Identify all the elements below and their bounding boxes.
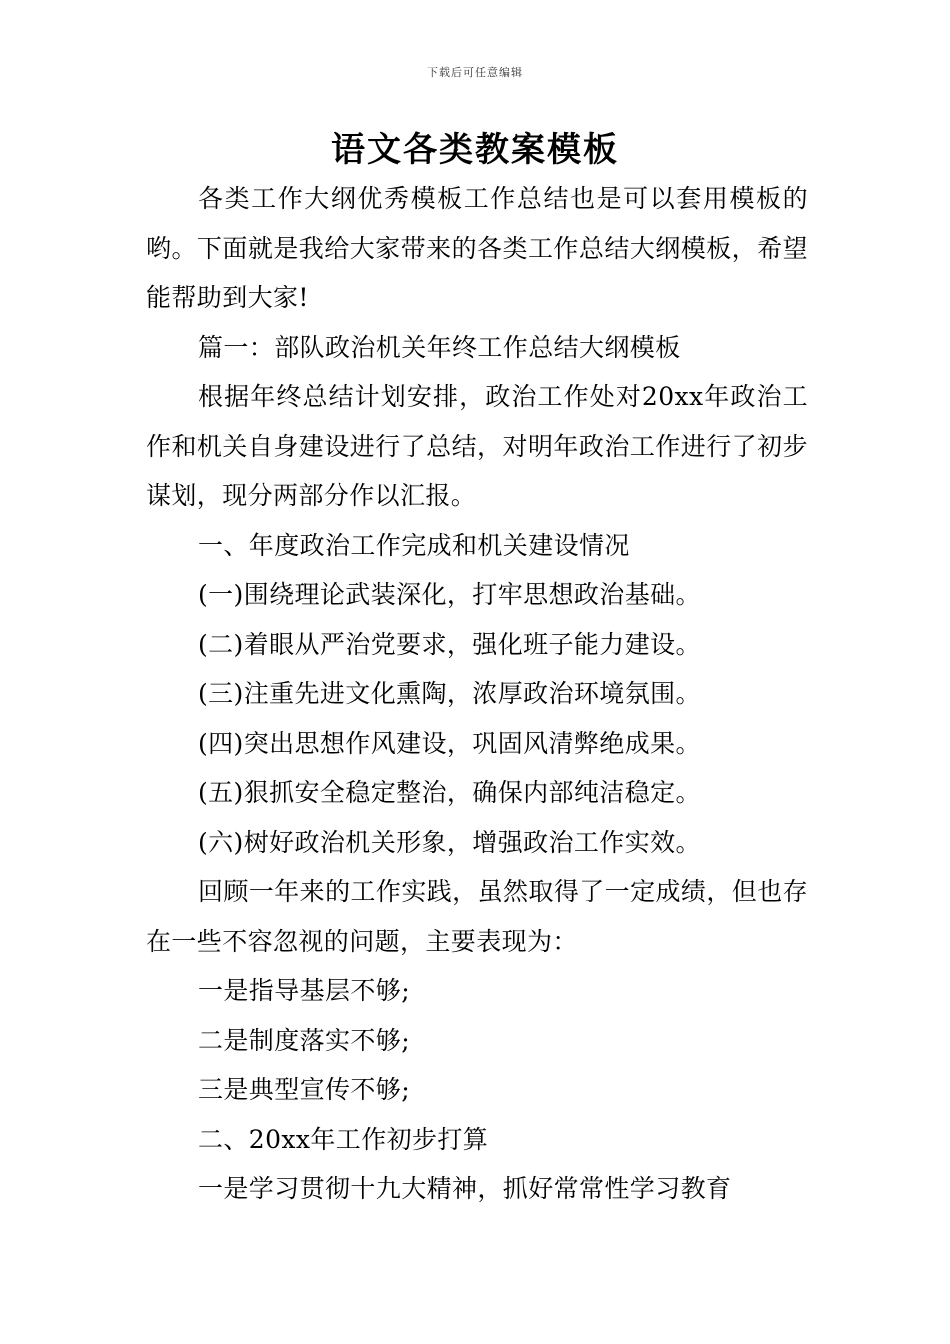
header-note: 下载后可任意编辑 [427, 66, 523, 79]
problem-item-2: 二是制度落实不够; [198, 1025, 411, 1055]
problem-item-1: 一是指导基层不够; [198, 976, 411, 1005]
list-item-1: (一)围绕理论武装深化，打牢思想政治基础。 [198, 580, 701, 609]
paragraph-section-heading: 篇一：部队政治机关年终工作总结大纲模板 [198, 332, 681, 362]
problem-item-3: 三是典型宣传不够; [198, 1075, 411, 1104]
list-item-6: (六)树好政治机关形象，增强政治工作实效。 [198, 827, 701, 857]
page-title: 语文各类教案模板 [331, 130, 619, 170]
paragraph-intro: 各类工作大纲优秀模板工作总结也是可以套用模板的哟。下面就是我给大家带来的各类工作总结大纲模板，希望能帮助到大家! [146, 184, 808, 312]
paragraph-heading-one: 一、年度政治工作完成和机关建设情况 [198, 530, 630, 560]
paragraph-review: 回顾一年来的工作实践，虽然取得了一定成绩，但也存在一些不容忽视的问题，主要表现为： [146, 877, 808, 956]
list-item-3: (三)注重先进文化熏陶，浓厚政治环境氛围。 [198, 679, 701, 708]
list-item-2: (二)着眼从严治党要求，强化班子能力建设。 [198, 629, 701, 659]
plan-item-1: 一是学习贯彻十九大精神，抓好常常性学习教育 [198, 1174, 732, 1203]
document-body [146, 174, 808, 1214]
paragraph-summary-plan: 根据年终总结计划安排，政治工作处对20xx年政治工作和机关自身建设进行了总结，对明年政治工作进行了初步谋划，现分两部分作以汇报。 [146, 382, 808, 510]
list-item-5: (五)狠抓安全稳定整治，确保内部纯洁稳定。 [198, 778, 701, 807]
paragraph-heading-two: 二、20xx年工作初步打算 [198, 1124, 489, 1154]
list-item-4: (四)突出思想作风建设，巩固风清弊绝成果。 [198, 728, 701, 758]
